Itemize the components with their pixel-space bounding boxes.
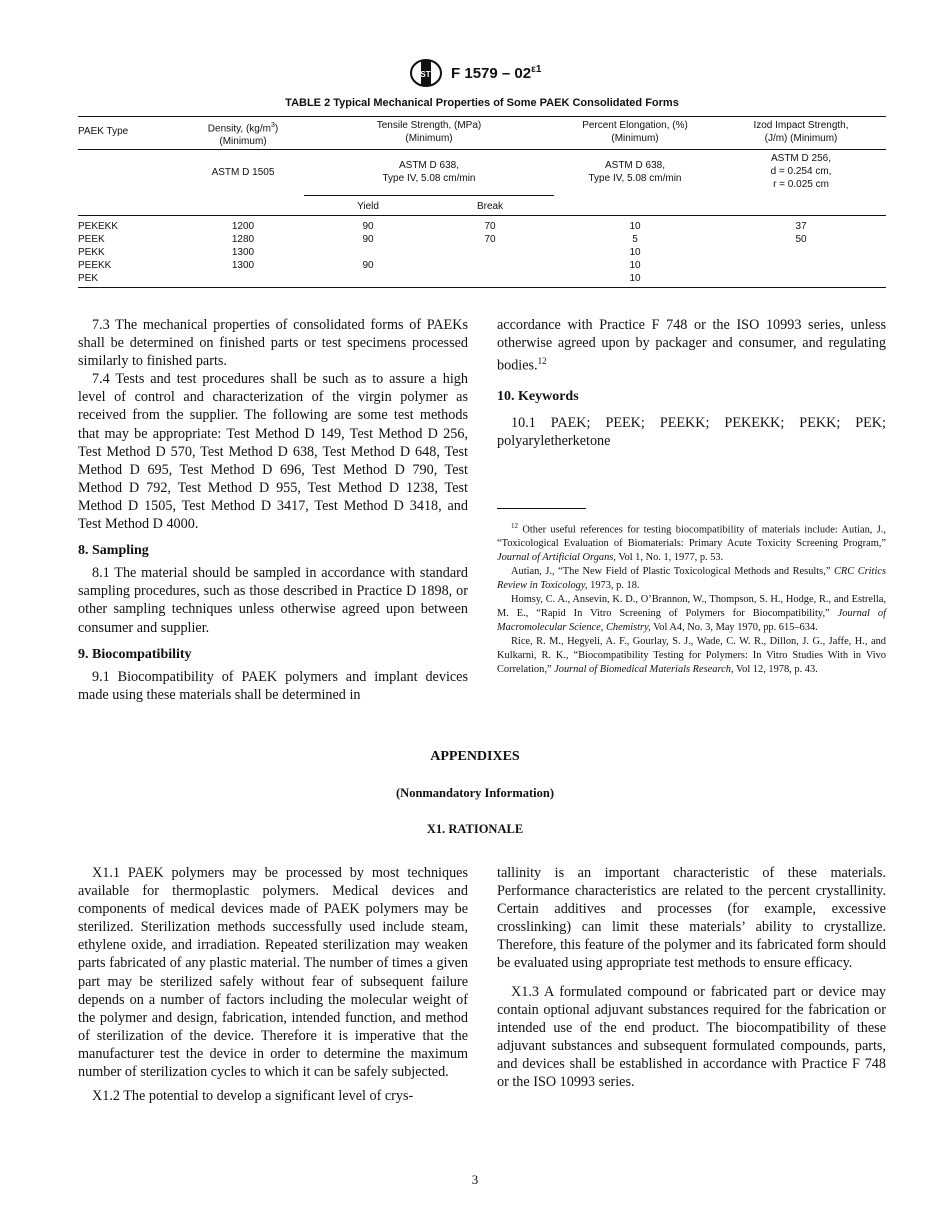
cell-elongation: 5 xyxy=(632,234,638,245)
paragraph-x1-1: X1.1 PAEK polymers may be processed by most techniques available for thermoplastic polymers. Medical devices and components of medical devices made of PAEK polymers may be sterilized. Sterilization methods successfully used include steam, ethylene oxide, and irradiation. Repeated sterilization may weaken parts fabricated of any plastic material. The number of times a given part may be sterilized safely without fear of subsequent failure depends on a number of factors including the molecular weight of the polymer and design, fabrication, intended function, and method of sterilization of the device. Therefore it is imperative that the manufacturer test the device in order to determine the maximum number of sterilization cycles to which it can be safely subjected. xyxy=(78,865,468,1081)
paragraph-7-4: 7.4 Tests and test procedures shall be such as to assure a high level of control and characterization of the virgin polymer as received from the supplier. The following are some test methods that may be appropriate: Test Method D 149, Test Method D 256, Test Method D 570, Test Method D 638, Test Method D 648, Test Method D 695, Test Method D 696, Test Method D 790, Test Method D 792, Test Method D 955, Test Method D 1238, Test Method D 1505, Test Method D 3417, Test Method D 3418, and Test Method D 4000. xyxy=(78,371,468,533)
paragraph-x1-2: X1.2 The potential to develop a significant level of crys- xyxy=(92,1088,414,1105)
cell-break: 70 xyxy=(484,234,496,245)
footnote-ref-2: Autian, J., “The New Field of Plastic Toxicological Methods and Results,” CRC Critics Review in Toxicology, 1973, p. 18. xyxy=(497,566,886,592)
heading-sampling: 8. Sampling xyxy=(78,543,149,559)
cell-yield: 90 xyxy=(362,234,374,245)
footnote xyxy=(497,519,886,677)
cell-izod: 50 xyxy=(795,234,807,245)
right-column xyxy=(497,316,886,450)
table-row xyxy=(78,272,886,285)
cell-density: 1200 xyxy=(231,221,255,232)
paragraph-9-1-continued: accordance with Practice F 748 or the ISO 10993 series, unless otherwise agreed upon by packager and consumer, and regulating bodies.$^{12}$ xyxy=(497,317,886,374)
footnote-ref-1: $^{12}$ Other useful references for testing biocompatibility of materials include: Autian, J., “Toxicological Evaluation of Biomaterials: Primary Acute Toxicity Screening Program,” Journal of Artificial Organs, Vol 1, No. 1, 1977, p. 53. xyxy=(497,522,886,564)
cell-type: PEKEKK xyxy=(78,221,119,232)
heading-biocompatibility: 9. Biocompatibility xyxy=(78,646,192,662)
method-izod: ASTM D 256, d = 0.254 cm, r = 0.025 cm xyxy=(770,153,832,190)
appendix-title: APPENDIXES xyxy=(430,749,520,764)
subheader-break: Break xyxy=(476,201,504,212)
cell-elongation: 10 xyxy=(629,260,641,271)
paragraph-8-1: 8.1 The material should be sampled in accordance with standard sampling procedures, such as those described in Practice D 1898, or other sampling techniques unless otherwise agreed upon between consumer and supplier. xyxy=(78,565,468,636)
table-row xyxy=(78,246,886,259)
footnote-ref: 12 xyxy=(537,356,547,367)
table-row xyxy=(78,259,886,272)
cell-break: 70 xyxy=(484,221,496,232)
header-izod: Izod Impact Strength, (J/m) (Minimum) xyxy=(753,120,849,144)
cell-type: PEEK xyxy=(78,234,105,245)
header-density: Density, $(kg/m^3)$ (Minimum) xyxy=(207,122,279,148)
designation: F $1579 - 02^{\varepsilon 1}$ xyxy=(451,64,542,82)
table-rule-mid1 xyxy=(78,149,886,150)
subheader-yield: Yield xyxy=(357,201,379,212)
paragraph-x1-2-continued: tallinity is an important characteristic of these materials. Performance characteristics are related to the percent crystallinity. Certain additives and processes (for example, excessive crosslinking) can limit these materials’ ability to crystallize. Therefore, this feature of the polymer and its fabricated form should be evaluated using appropriate test methods to ensure efficacy. xyxy=(497,865,886,972)
header-elongation: Percent Elongation, (%) (Minimum) xyxy=(582,120,688,144)
appendix-section: X1. RATIONALE xyxy=(426,822,524,836)
cell-type: PEKK xyxy=(78,247,105,258)
cell-density: 1280 xyxy=(231,234,255,245)
appendix-subtitle: (Nonmandatory Information) xyxy=(396,786,554,800)
method-tensile: ASTM D 638, Type IV, 5.08 cm/min xyxy=(382,160,476,184)
method-density: ASTM D 1505 xyxy=(211,167,275,178)
paragraph-x1-3: X1.3 A formulated compound or fabricated part or device may contain optional adjuvant substances required for the fabrication or intended use of the end product. The biocompatibility of these adjuvant substances and subsequent formulated compounds, parts, and devices shall be established in accordance with Practice F 748 or the ISO 10993 series. xyxy=(497,983,886,1091)
cell-elongation: 10 xyxy=(629,273,641,284)
designation-superscript: ε1 xyxy=(531,64,542,75)
left-column xyxy=(78,316,468,704)
cell-yield: 90 xyxy=(362,221,374,232)
table-rule-mid2 xyxy=(78,215,886,216)
method-elongation: ASTM D 638, Type IV, 5.08 cm/min xyxy=(588,160,682,184)
footnote-ref-3: Homsy, C. A., Ansevin, K. D., O’Brannon, W., Thompson, S. H., Hodge, R., and Estrella, M. E., “Rapid In Vitro Screening of Polymers for Biocompatibility,” Journal of Macromolecular Science, Chemistry, Vol A4, No. 3, May 1970, pp. 615–634. xyxy=(497,594,886,634)
cell-izod: 37 xyxy=(795,221,807,232)
cell-type: PEK xyxy=(78,273,99,284)
appendix-left-column xyxy=(78,864,468,1105)
table-rule-tensile xyxy=(304,195,554,196)
cell-density: 1300 xyxy=(231,260,255,271)
cell-elongation: 10 xyxy=(629,247,641,258)
table-row xyxy=(78,220,886,233)
paragraph-7-3: 7.3 The mechanical properties of consolidated forms of PAEKs shall be determined on finished parts or test specimens processed similarly to finished parts. xyxy=(78,317,468,370)
density-sup: 3 xyxy=(270,122,275,129)
header-tensile: Tensile Strength, (MPa) (Minimum) xyxy=(376,120,482,144)
paragraph-9-1: 9.1 Biocompatibility of PAEK polymers and implant devices made using these materials shall be determined in xyxy=(78,668,468,703)
heading-keywords: 10. Keywords xyxy=(497,389,579,405)
table-rule-bottom xyxy=(78,287,886,288)
table-rule-top xyxy=(78,116,886,117)
header-type: PAEK Type xyxy=(78,126,129,137)
footnote-ref-4: Rice, R. M., Hegyeli, A. F., Gourlay, S. J., Wade, C. W. R., Dillon, J. G., Jaffe, H., and Kulkarni, R. K., “Biocompatibility Testing for Polymers: In Vitro Studies With in Vivo Correlation,” Journal of Biomedical Materials Research, Vol 12, 1978, p. 43. xyxy=(497,636,886,676)
astm-logo-icon xyxy=(409,58,443,88)
table-title: TABLE 2 Typical Mechanical Properties of Some PAEK Consolidated Forms xyxy=(285,97,679,109)
cell-elongation: 10 xyxy=(629,221,641,232)
paragraph-10-1: 10.1 PAEK; PEEK; PEEKK; PEKEKK; PEKK; PEK; polyaryletherketone xyxy=(497,415,886,450)
svg-text:ASTM: ASTM xyxy=(414,70,437,79)
appendix-right-column xyxy=(497,864,886,1091)
footnote-rule xyxy=(497,508,586,509)
cell-density: 1300 xyxy=(231,247,255,258)
document-header xyxy=(0,58,950,88)
table-row xyxy=(78,233,886,246)
cell-type: PEEKK xyxy=(78,260,112,271)
page-number: 3 xyxy=(471,1172,479,1187)
cell-yield: 90 xyxy=(362,260,374,271)
